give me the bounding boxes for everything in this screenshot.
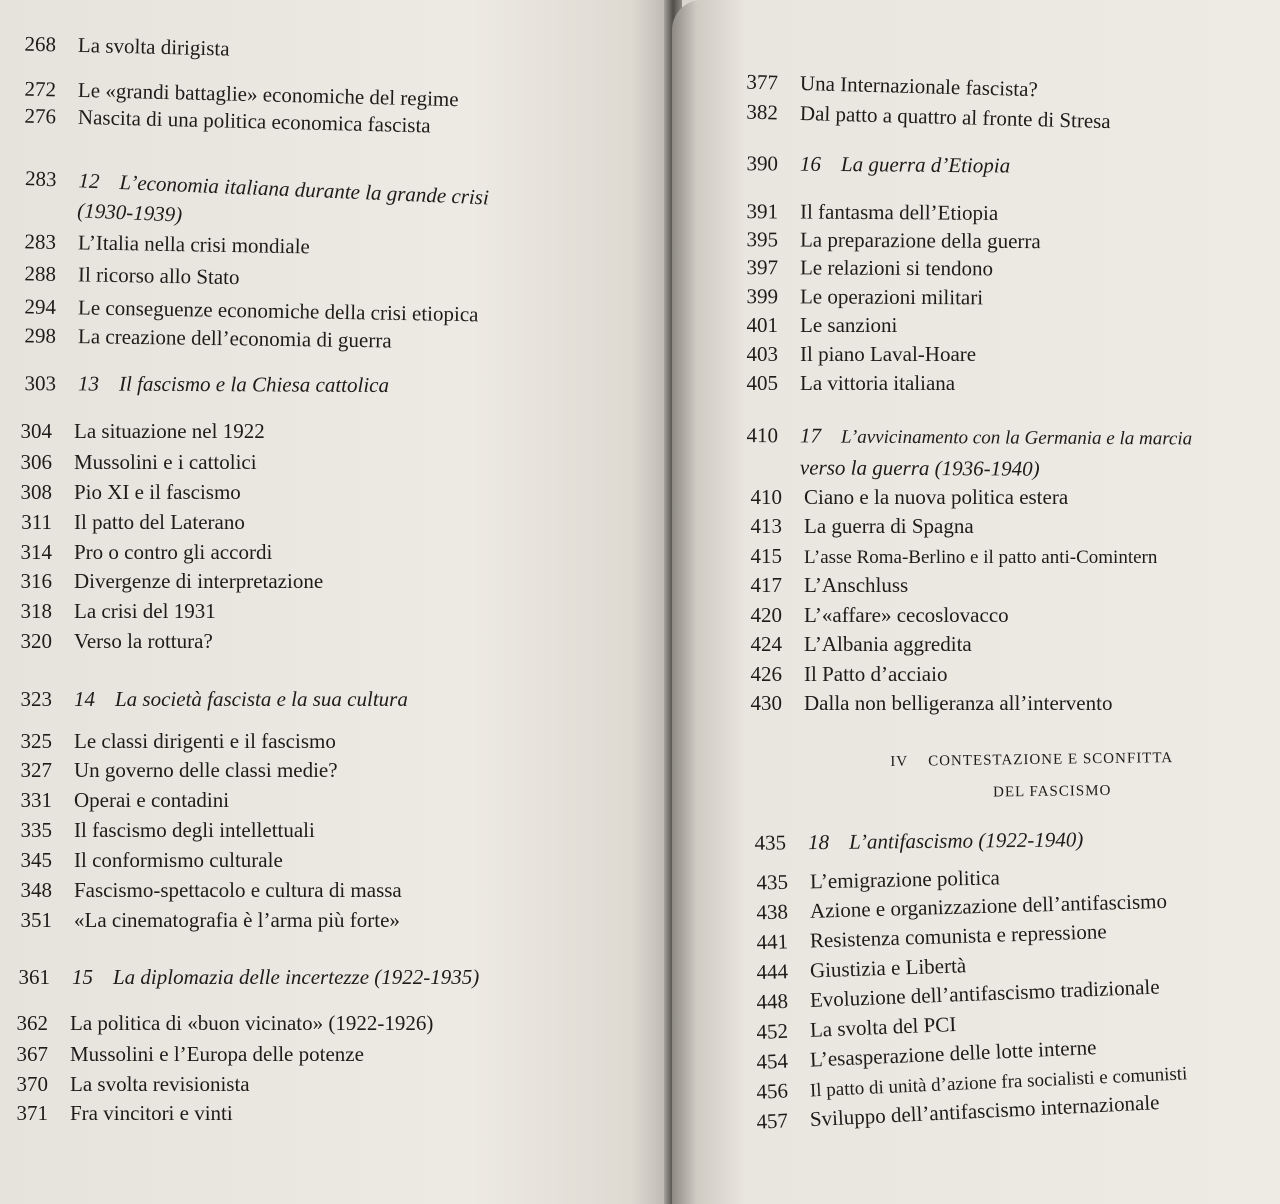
part-title-line2: DEL FASCISMO — [992, 782, 1112, 801]
toc-entry — [0, 418, 265, 444]
toc-entry — [722, 198, 998, 226]
page-number: 448 — [756, 988, 789, 1015]
chapter-number: 16 — [799, 151, 822, 176]
entry-title: Resistenza comunista e repressione — [809, 919, 1108, 953]
chapter-number: 18 — [807, 829, 830, 855]
page-number: 288 — [24, 261, 57, 286]
toc-entry — [0, 568, 323, 594]
page-number: 435 — [756, 869, 789, 895]
entry-title: Le operazioni militari — [799, 284, 984, 310]
entry-title: «La cinematografia è l’arma più forte» — [74, 908, 400, 932]
page-number: 454 — [755, 1048, 789, 1074]
page-number: 391 — [746, 199, 779, 224]
entry-title: Una Internazionale fascista? — [799, 71, 1039, 102]
toc-entry — [0, 539, 272, 565]
page-number: 361 — [18, 965, 50, 989]
entry-title: La svolta dirigista — [77, 32, 230, 61]
entry-title: La svolta del PCI — [809, 1012, 957, 1042]
toc-entry — [726, 631, 972, 657]
page-number: 306 — [20, 450, 52, 474]
chapter-title: La diplomazia delle incertezze (1922-1935) — [113, 965, 480, 989]
page-number: 316 — [20, 569, 52, 593]
entry-title: L’asse Roma-Berlino e il patto anti-Comintern — [804, 547, 1158, 568]
entry-title: Il conformismo culturale — [74, 848, 283, 872]
toc-entry — [722, 283, 983, 310]
chapter-heading — [0, 684, 408, 714]
page-number: 268 — [24, 31, 57, 57]
chapter-heading — [730, 824, 1084, 858]
toc-entry — [726, 690, 1112, 716]
page-number: 303 — [24, 371, 57, 396]
toc-entry — [0, 728, 336, 754]
page-number: 399 — [746, 284, 779, 309]
chapter-number: 15 — [72, 965, 93, 989]
page-number: 298 — [24, 323, 57, 348]
toc-entry — [722, 341, 976, 367]
toc-entry — [722, 226, 1041, 254]
entry-title: Il Patto d’acciaio — [804, 662, 948, 686]
entry-title: Il piano Laval-Hoare — [800, 342, 977, 366]
page-number: 456 — [755, 1078, 789, 1104]
toc-entry — [0, 877, 402, 903]
entry-title: Le «grandi battaglie» economiche del regime — [77, 77, 459, 112]
page-number: 335 — [20, 818, 52, 842]
page-number: 424 — [750, 632, 782, 656]
toc-entry — [0, 598, 216, 624]
page-number: 430 — [750, 691, 782, 715]
page-number: 304 — [20, 419, 52, 443]
page-number: 308 — [20, 480, 52, 504]
page-number: 311 — [21, 510, 52, 534]
page-number: 314 — [20, 540, 52, 564]
page-number: 452 — [755, 1018, 789, 1045]
entry-title: Giustizia e Libertà — [809, 953, 967, 983]
toc-entry — [732, 864, 1000, 896]
entry-title: Divergenze di interpretazione — [74, 569, 324, 593]
toc-entry — [0, 907, 400, 933]
entry-title: Le relazioni si tendono — [799, 255, 994, 281]
page-number: 395 — [746, 227, 779, 252]
chapter-title-cont: verso la guerra (1936-1940) — [799, 455, 1040, 481]
page-number: 351 — [20, 908, 52, 932]
page-number: 397 — [746, 255, 779, 280]
entry-title: Nascita di una politica economica fascista — [77, 104, 431, 138]
chapter-title: La società fascista e la sua cultura — [115, 687, 408, 711]
toc-entry — [722, 68, 1038, 102]
toc-entry — [726, 602, 1009, 628]
toc-entry — [0, 817, 315, 843]
entry-title: L’esasperazione delle lotte interne — [809, 1035, 1097, 1072]
entry-title: L’emigrazione politica — [809, 865, 1001, 894]
right-page — [672, 0, 1280, 1204]
entry-title: Fascismo-spettacolo e cultura di massa — [74, 878, 402, 902]
toc-entry — [0, 509, 245, 535]
chapter-title: L’economia italiana durante la grande crisi — [119, 170, 490, 210]
page-number: 348 — [20, 878, 52, 902]
entry-title: Le conseguenze economiche della crisi etiopica — [77, 295, 479, 327]
page-number: 371 — [16, 1101, 48, 1125]
toc-entry — [0, 628, 213, 654]
entry-title: Operai e contadini — [74, 788, 230, 812]
chapter-title: L’antifascismo (1922-1940) — [848, 827, 1084, 854]
chapter-title: Il fascismo e la Chiesa cattolica — [118, 371, 390, 398]
page-number: 420 — [750, 603, 782, 627]
page-number: 377 — [746, 69, 779, 95]
entry-title: La politica di «buon vicinato» (1922-1926) — [70, 1011, 434, 1035]
entry-title: Pro o contro gli accordi — [74, 540, 273, 564]
entry-title: La preparazione della guerra — [799, 227, 1041, 254]
entry-title: Evoluzione dell’antifascismo tradizionale — [809, 974, 1161, 1012]
toc-entry — [732, 952, 967, 986]
entry-title: La crisi del 1931 — [74, 599, 216, 623]
chapter-number: 13 — [77, 371, 100, 396]
page-number: 283 — [24, 229, 57, 254]
entry-title: L’Albania aggredita — [804, 632, 972, 656]
entry-title: Dal patto a quattro al fronte di Stresa — [799, 101, 1112, 134]
page-number: 403 — [746, 342, 778, 366]
entry-title: Pio XI e il fascismo — [74, 480, 241, 504]
page-number: 272 — [24, 76, 57, 102]
toc-entry — [0, 847, 283, 873]
page-number: 457 — [755, 1108, 789, 1134]
entry-title: L’«affare» cecoslovacco — [804, 603, 1009, 627]
toc-entry — [726, 572, 908, 598]
part-numeral: IV — [890, 753, 909, 770]
toc-entry — [722, 370, 955, 396]
toc-entry — [726, 543, 1157, 571]
page-number: 283 — [24, 166, 58, 192]
toc-entry — [0, 1071, 250, 1097]
chapter-number: 17 — [800, 423, 822, 448]
entry-title: Ciano e la nuova politica estera — [804, 485, 1069, 509]
entry-title: Azione e organizzazione dell’antifascismo — [809, 888, 1168, 923]
page-number: 318 — [20, 599, 52, 623]
toc-entry — [0, 787, 229, 813]
toc-entry — [0, 228, 310, 259]
chapter-heading — [0, 962, 479, 992]
page-number: 327 — [20, 758, 52, 782]
entry-title: Fra vincitori e vinti — [70, 1101, 233, 1125]
toc-entry — [0, 260, 240, 290]
page-number: 325 — [20, 729, 52, 753]
entry-title: La situazione nel 1922 — [74, 419, 265, 443]
page-number: 415 — [750, 544, 782, 568]
page-number: 444 — [756, 959, 789, 985]
entry-title: Il fascismo degli intellettuali — [74, 818, 315, 842]
page-number: 331 — [20, 788, 52, 812]
entry-title: Il patto di unità d’azione fra socialisti e comunisti — [809, 1063, 1188, 1102]
page-number: 410 — [746, 423, 779, 448]
toc-entry — [0, 1010, 433, 1036]
page-number: 435 — [754, 830, 787, 855]
entry-title: L’Anschluss — [804, 573, 909, 597]
toc-entry — [726, 661, 947, 687]
entry-title: Le classi dirigenti e il fascismo — [74, 729, 336, 753]
entry-title: La guerra di Spagna — [804, 514, 974, 538]
entry-title: Dalla non belligeranza all’intervento — [804, 691, 1113, 715]
page-number: 294 — [24, 294, 57, 319]
toc-entry — [726, 484, 1068, 510]
entry-title: La svolta revisionista — [70, 1072, 250, 1096]
entry-title: Il patto del Laterano — [74, 510, 245, 534]
entry-title: Le sanzioni — [800, 313, 898, 337]
entry-title: Sviluppo dell’antifascismo internazionale — [809, 1090, 1160, 1132]
toc-entry — [0, 1100, 233, 1126]
chapter-title: L’avvicinamento con la Germania e la marcia — [841, 426, 1193, 450]
chapter-number: 14 — [74, 687, 95, 711]
page-number: 401 — [746, 313, 778, 337]
entry-title: La vittoria italiana — [800, 371, 956, 395]
toc-entry — [722, 312, 897, 338]
page-number: 345 — [20, 848, 52, 872]
toc-entry — [0, 1041, 364, 1067]
toc-entry — [722, 98, 1111, 134]
toc-entry — [0, 322, 392, 353]
entry-title: Un governo delle classi medie? — [74, 758, 338, 782]
entry-title: La creazione dell’economia di guerra — [77, 324, 392, 353]
entry-title: Mussolini e l’Europa delle potenze — [70, 1042, 364, 1066]
toc-entry — [722, 254, 993, 281]
page-number: 370 — [16, 1072, 48, 1096]
toc-entry — [0, 449, 257, 475]
toc-entry — [0, 757, 338, 783]
page-number: 413 — [750, 514, 782, 538]
page-number: 276 — [24, 103, 57, 129]
chapter-heading — [722, 148, 1010, 181]
toc-entry — [726, 513, 974, 539]
entry-title: Il fantasma dell’Etiopia — [799, 199, 999, 225]
chapter-heading — [722, 420, 1192, 484]
page-number: 390 — [746, 151, 779, 176]
toc-entry — [0, 30, 230, 62]
chapter-number: 12 — [78, 168, 101, 194]
entry-title: Il ricorso allo Stato — [77, 262, 240, 290]
entry-title: Mussolini e i cattolici — [74, 450, 257, 474]
chapter-title-cont: (1930-1939) — [76, 198, 183, 227]
page-number: 438 — [756, 899, 789, 925]
page-number: 382 — [746, 99, 779, 125]
page-number: 441 — [756, 929, 789, 955]
page-number: 320 — [20, 629, 52, 653]
chapter-heading — [0, 368, 389, 400]
page-number: 367 — [16, 1042, 48, 1066]
part-heading — [862, 742, 1203, 811]
show-through — [492, 90, 612, 990]
entry-title: Verso la rottura? — [74, 629, 213, 653]
page-number: 323 — [20, 687, 52, 711]
part-title-line1: CONTESTAZIONE E SCONFITTA — [928, 750, 1174, 770]
page-number: 405 — [746, 371, 778, 395]
entry-title: L’Italia nella crisi mondiale — [77, 230, 311, 259]
page-number: 362 — [16, 1011, 48, 1035]
chapter-title: La guerra d’Etiopia — [840, 152, 1011, 178]
page-number: 410 — [750, 485, 782, 509]
toc-entry — [0, 479, 241, 505]
page-number: 426 — [750, 662, 782, 686]
page-number: 417 — [750, 573, 782, 597]
